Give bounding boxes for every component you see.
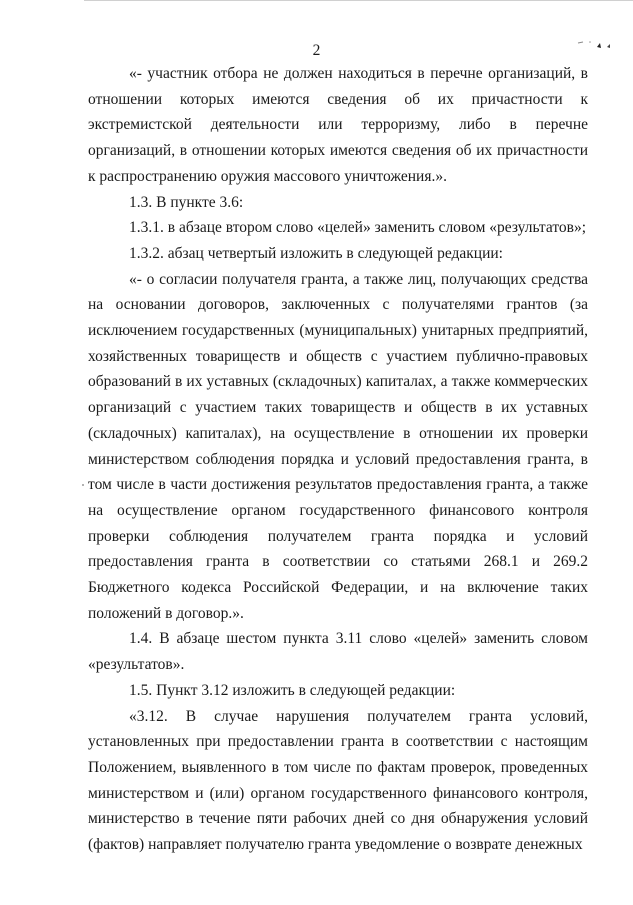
paragraph-1-5: 1.5. Пункт 3.12 изложить в следующей редакции: bbox=[129, 681, 456, 699]
paragraph-1-3-1: 1.3.1. в абзаце втором слово «целей» заменить словом «результатов»; bbox=[129, 219, 587, 237]
paragraph-1-3: 1.3. В пункте 3.6: bbox=[129, 193, 244, 211]
page-top-edge bbox=[84, 0, 633, 1]
paragraph-3-12: «3.12. В случае нарушения получателем гранта условий, установленных при предоставлении гранта в соответствии с настоящим Положением, выявленного в том числе по фактам проверок, проведенных министерством и (или) органом государственного финансового контроля, министерство в течение пяти рабочих дней со дня обнаружения условий (фактов) направляет получателю гранта уведомление о возврате денежных bbox=[88, 707, 588, 854]
page-number: 2 bbox=[312, 42, 321, 59]
scan-speck bbox=[82, 484, 84, 486]
document-body bbox=[88, 61, 588, 858]
scan-marks bbox=[576, 38, 616, 52]
paragraph-1-4: 1.4. В абзаце шестом пункта 3.11 слово «целей» заменить словом «результатов». bbox=[88, 630, 588, 674]
paragraph-consent-clause: «- о согласии получателя гранта, а также лиц, получающих средства на основании договоров, заключенных с получателями грантов (за исключением государственных (муниципальных) унитарных предприятий, хозяйственных товариществ и обществ с участием публично-правовых образований в их уставных (складочных) капиталах, а также коммерческих организаций с участием таких товариществ и обществ в их уставных (складочных) капиталах), на осуществление в отношении их проверки министерством соблюдения порядка и условий предоставления гранта, в том числе в части достижения результатов предоставления гранта, а также на осуществление органом государственного финансового контроля проверки соблюдения получателем гранта порядка и условий предоставления гранта в соответствии со статьями 268.1 и 269.2 Бюджетного кодекса Российской Федерации, и на включение таких положений в договор.». bbox=[88, 270, 588, 622]
paragraph-1-3-2: 1.3.2. абзац четвертый изложить в следующей редакции: bbox=[129, 244, 503, 262]
paragraph-extremism-clause: «- участник отбора не должен находиться в перечне организаций, в отношении которых имеются сведения об их причастности к экстремистской деятельности или терроризму, либо в перечне организаций, в отношении которых имеются сведения об их причастности к распространению оружия массового уничтожения.». bbox=[88, 65, 588, 185]
